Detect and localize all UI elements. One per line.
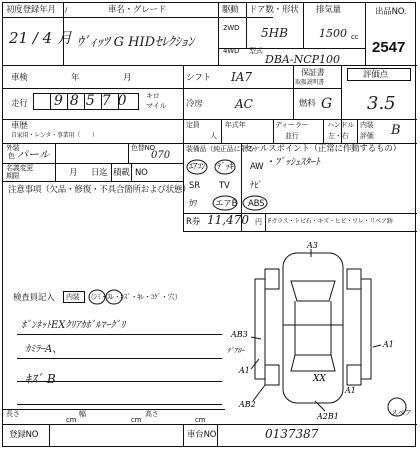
- width-label: 幅: [79, 410, 86, 418]
- history-sub: 自家用・レンタ・事業用（ ）: [11, 132, 98, 139]
- displacement-value: 1500: [319, 27, 347, 40]
- deadline-day: 日迄: [91, 168, 108, 178]
- score-label: 評価点: [363, 70, 388, 80]
- plate-label: 積載: [113, 168, 130, 178]
- drive-label: 駆動: [222, 5, 239, 15]
- aircon-value: AC: [235, 97, 253, 111]
- arrow-ab2: [253, 385, 265, 401]
- shift-value: IA7: [231, 70, 253, 84]
- first-reg-value: 21 / 4 月: [9, 29, 72, 47]
- dealer-sub: 並行: [285, 132, 299, 140]
- width-cm: cm: [131, 416, 142, 424]
- interior-check-label: 内装: [66, 293, 80, 301]
- deadline-month: 月: [69, 168, 78, 178]
- aircon-label: 冷房: [186, 99, 203, 109]
- mileage-value: 98570: [54, 93, 134, 109]
- interior-sub: 評価: [360, 132, 374, 140]
- shaken-month: 月: [123, 73, 132, 83]
- eq-tv: TV: [219, 181, 230, 191]
- model-code-value: DBA-NCP100: [265, 53, 341, 66]
- recycle-unit: 円: [255, 218, 262, 226]
- arrow-ab3: [251, 337, 261, 339]
- color-label: 色: [8, 152, 15, 160]
- fuel-label: 燃料: [299, 99, 316, 109]
- eq-circle-airbag: [213, 196, 237, 210]
- height-cm: cm: [195, 416, 206, 424]
- stain-circle-shimi: [89, 290, 105, 304]
- eq-leather: ｶﾜ: [189, 199, 198, 209]
- mark-a1-right: A1: [383, 340, 394, 349]
- model-label: 型式: [249, 47, 263, 55]
- exterior-label: 外装: [6, 144, 20, 152]
- interior-label: 内装: [360, 121, 374, 129]
- eq-abs: ABS: [248, 199, 265, 209]
- eq-aircon: ｴｱｺﾝ: [189, 162, 206, 172]
- no-label: NO: [135, 168, 148, 178]
- stain-circles: [87, 287, 127, 307]
- spare-label: スペア: [391, 409, 412, 417]
- equipment-circles: [183, 153, 273, 213]
- shift-label: シフト: [186, 73, 211, 83]
- shaken-label: 車検: [11, 73, 28, 83]
- color-value: パール: [17, 148, 50, 161]
- inspector-note-3: ｷｽﾞ B: [25, 372, 56, 386]
- glass-label: Fガラス・トビ石・キズ・ヒビ・ワレ・リペア跡: [268, 218, 393, 225]
- color-no-value: 070: [151, 150, 171, 161]
- mark-a1-left: A1: [239, 366, 250, 375]
- handle-sub: 左・右: [328, 132, 349, 140]
- first-reg-label: 初度登録年月: [6, 5, 56, 15]
- year-model-label: 年式年: [225, 121, 246, 129]
- eq-deck: ﾃﾞｯｷ: [217, 162, 234, 172]
- drive-4wd: 4WD: [223, 47, 240, 55]
- stains-label: （ｼﾐ・ｽﾚ・ｷｽﾞ・ｷﾚ・ｺｹﾞ・穴）: [87, 293, 182, 301]
- fuel-value: G: [321, 96, 333, 112]
- mark-a3: A3: [307, 241, 318, 250]
- slash-mark: /: [65, 6, 68, 14]
- dealer-label: ディーラー: [275, 121, 309, 129]
- inspector-note-2: ｶﾐﾗｰA、: [25, 344, 63, 355]
- score-value: 3.5: [367, 93, 396, 114]
- sales-point-value: ・ﾌﾟｯｼｭｽﾀｰﾄ: [265, 157, 320, 168]
- recycle-value: 11,470: [207, 213, 249, 227]
- eq-sr: SR: [189, 181, 200, 191]
- interior-value: B: [391, 123, 401, 138]
- new-change-label: 名義変更: [6, 164, 34, 172]
- person-label: 人: [210, 132, 217, 140]
- doors-shape-label: ドア数・形状: [249, 5, 299, 15]
- color-no-label: 色替NO: [131, 144, 155, 152]
- car-outline: [255, 253, 406, 416]
- mark-ab2: AB2: [239, 400, 256, 409]
- height-label: 高さ: [145, 410, 159, 418]
- eq-airbag: エアB: [215, 199, 238, 209]
- inspector-note-1: ﾎﾞﾝﾈｯﾄEXｸﾘｱｶﾎﾞﾙﾏｰｸﾞﾘ: [21, 320, 126, 331]
- eq-circle-deck: [215, 160, 235, 174]
- length-label: 長さ: [6, 410, 20, 418]
- recycle-label: R券: [186, 217, 201, 227]
- mile-unit: マイル: [146, 102, 167, 110]
- deadline-label: 期限: [6, 172, 20, 180]
- chassis-value: 0137387: [265, 427, 319, 441]
- auction-sheet: [2, 2, 416, 447]
- km-unit: キロ: [146, 92, 160, 100]
- mark-ab3: AB3: [231, 330, 248, 339]
- mileage-label: 走行: [11, 99, 28, 109]
- car-diagram: [225, 235, 415, 425]
- length-cm: cm: [66, 416, 77, 424]
- guarantee-label: 保証書: [301, 68, 325, 77]
- mark-a2b1: A2B1: [317, 412, 339, 421]
- inspector-label: 検査員記入: [13, 293, 55, 303]
- lot-label: 出品NO.: [375, 7, 407, 17]
- shaken-year: 年: [71, 73, 80, 83]
- car-name-label: 車名・グレード: [108, 5, 167, 15]
- sales-point-label: セールスポイント（正常に作動するもの）: [244, 144, 401, 154]
- reg-no-label: 登録NO: [9, 430, 39, 440]
- notes-label: 注意事項（欠品・修復・不具合箇所および状態）: [8, 185, 191, 195]
- mark-a1-bottom: A1: [345, 386, 356, 395]
- eq-circle-abs: [243, 196, 267, 210]
- equipment-label: 装備品（純正品に限る）: [186, 145, 261, 153]
- eq-navi: ﾅﾋﾞ: [250, 181, 263, 191]
- lot-number: 2547: [372, 39, 406, 56]
- handle-label: ハンドル: [327, 121, 355, 129]
- eq-aw: AW: [250, 162, 264, 172]
- chassis-label: 車台NO: [187, 430, 217, 440]
- mark-xx: XX: [313, 374, 326, 384]
- mark-dearo: ﾃﾞｱﾛｰ: [227, 347, 245, 355]
- car-name-value: ｳﾞｨｯﾂ G HIDｾﾚｸｼｮﾝ: [77, 35, 195, 50]
- doors-shape-value: 5HB: [261, 26, 288, 40]
- stain-circle-sure: [106, 290, 122, 304]
- capacity-label: 定員: [186, 121, 200, 129]
- arrow-a1-right: [373, 345, 381, 347]
- displacement-unit: cc: [351, 33, 359, 41]
- history-label: 車歴: [11, 121, 28, 131]
- drive-2wd: 2WD: [223, 24, 240, 32]
- eq-circle-aircon: [187, 160, 207, 174]
- displacement-label: 排気量: [316, 5, 341, 15]
- manual-label: 取扱説明書: [295, 79, 325, 86]
